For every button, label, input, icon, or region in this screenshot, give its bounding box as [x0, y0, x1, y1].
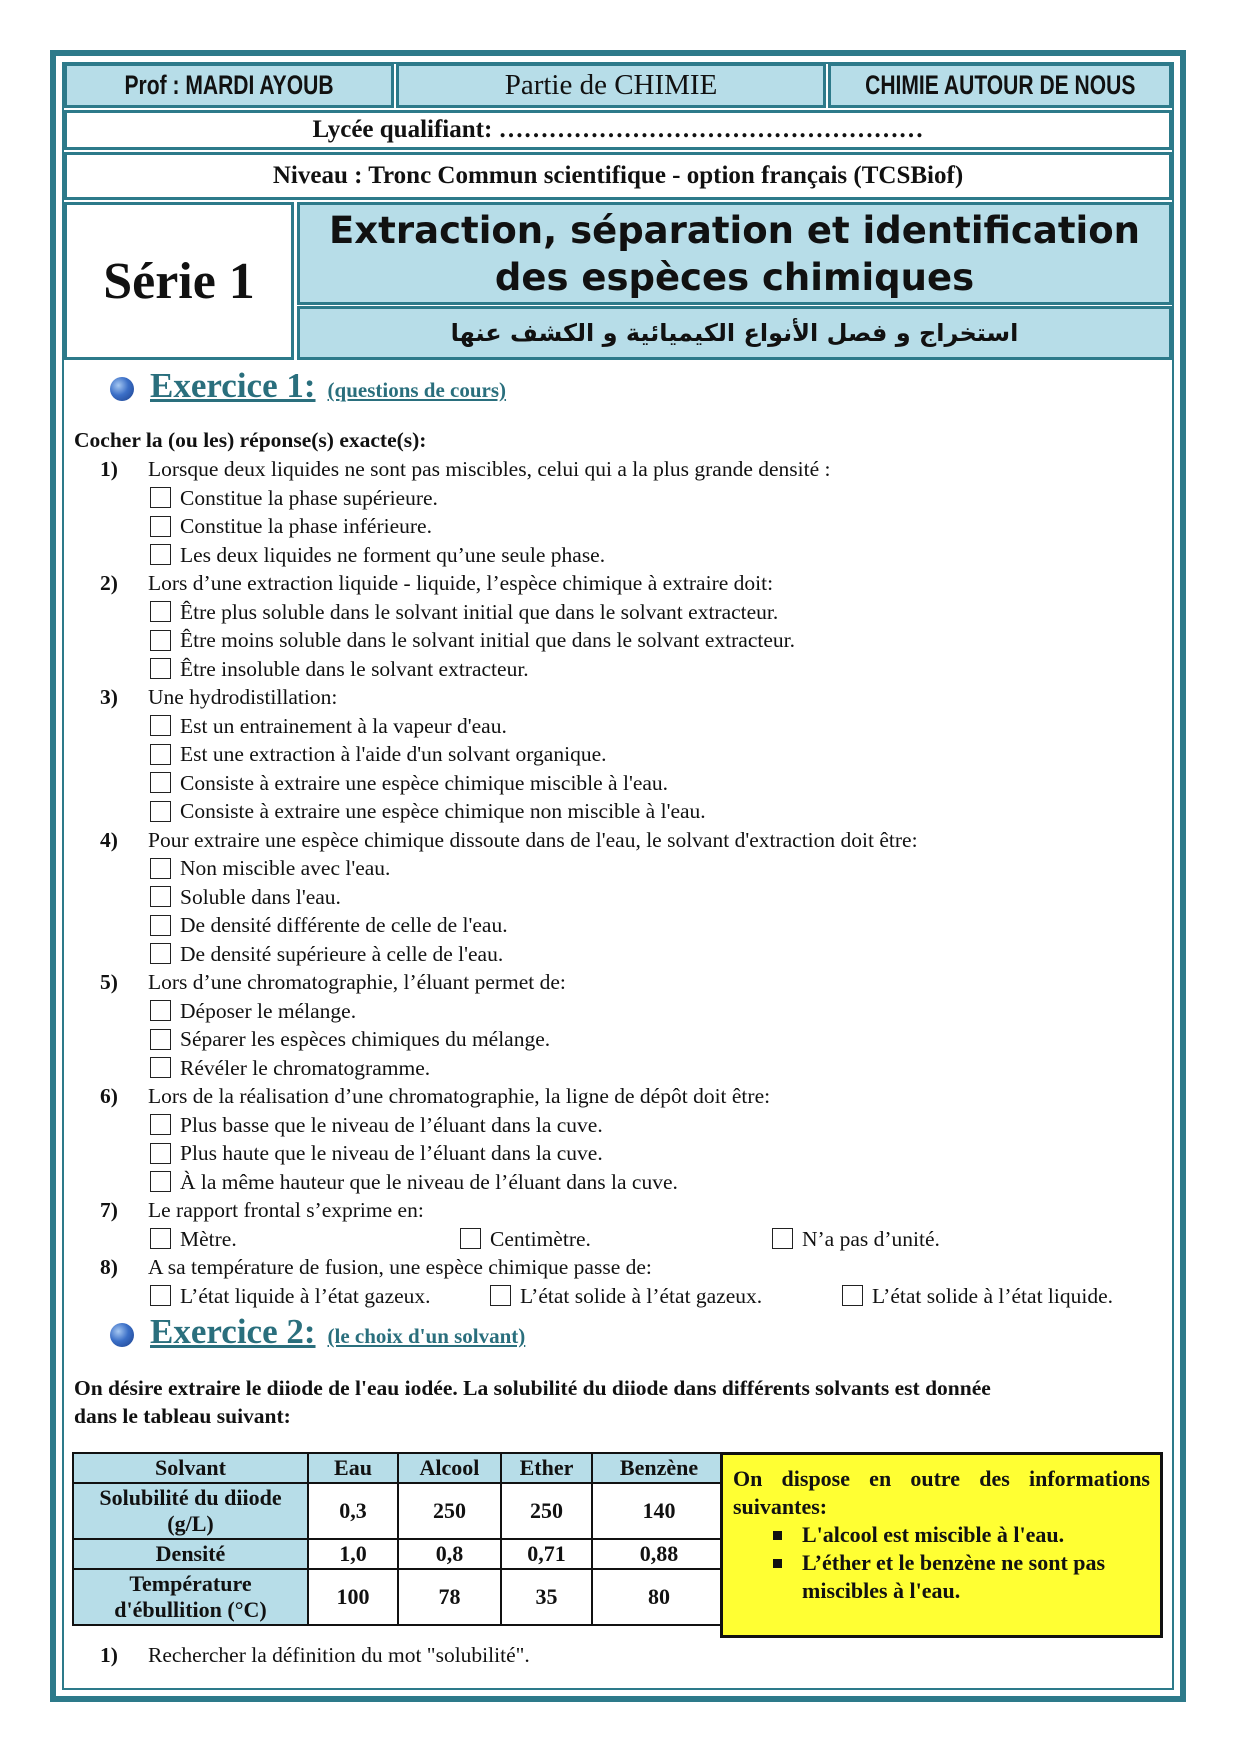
answer-option: [150, 769, 668, 798]
option-label: L’état solide à l’état liquide.: [872, 1283, 1114, 1308]
option-label: Les deux liquides ne forment qu’une seule phase.: [180, 542, 606, 567]
square-bullet-icon: [773, 1559, 782, 1568]
table-header: Benzène: [592, 1453, 726, 1483]
ex2-question-text: Rechercher la définition du mot "solubilité".: [148, 1643, 530, 1667]
exercise-2-subtitle: (le choix d'un solvant): [327, 1324, 526, 1348]
question-text: Lors d’une chromatographie, l’éluant permet de:: [148, 970, 566, 994]
lycee-cell: [64, 110, 1172, 150]
arabic-title-cell: [297, 306, 1172, 360]
info-bullet: L’éther et le benzène ne sont pas miscibles à l'eau.: [733, 1549, 1150, 1605]
checkbox[interactable]: [150, 715, 171, 736]
table-cell: 250: [501, 1483, 592, 1539]
answer-option: [150, 541, 605, 570]
answer-option: [150, 1139, 603, 1168]
checkbox[interactable]: [490, 1285, 511, 1306]
prof-cell: [64, 63, 394, 108]
checkbox[interactable]: [150, 1000, 171, 1021]
checkbox[interactable]: [772, 1228, 793, 1249]
option-label: Être plus soluble dans le solvant initial que dans le solvant extracteur.: [180, 599, 779, 624]
answer-option: [150, 1282, 431, 1311]
question-text: A sa température de fusion, une espèce chimique passe de:: [148, 1255, 652, 1279]
answer-option: [460, 1225, 591, 1254]
table-header: Ether: [501, 1453, 592, 1483]
niveau-label: Niveau : Tronc Commun scientifique - option français (TCSBiof): [272, 162, 964, 189]
answer-option: [150, 512, 432, 541]
question-text: Une hydrodistillation:: [148, 685, 338, 709]
info-bullet: L'alcool est miscible à l'eau.: [733, 1521, 1150, 1549]
checkbox[interactable]: [150, 1285, 171, 1306]
option-label: De densité supérieure à celle de l'eau.: [180, 941, 504, 966]
exercise-2-heading: [110, 1312, 525, 1352]
checkbox[interactable]: [150, 886, 171, 907]
checkbox[interactable]: [150, 915, 171, 936]
table-cell: 250: [398, 1483, 501, 1539]
option-label: L’état liquide à l’état gazeux.: [180, 1283, 431, 1308]
option-label: Constitue la phase inférieure.: [180, 514, 432, 538]
question-number: 1): [100, 457, 118, 481]
question-text: Le rapport frontal s’exprime en:: [148, 1198, 424, 1222]
table-row: [73, 1483, 726, 1539]
question-text: Lors d’une extraction liquide - liquide, l’espèce chimique à extraire doit:: [148, 571, 774, 595]
solubility-table: [72, 1452, 727, 1626]
info-box: [720, 1452, 1163, 1638]
exercise-1-subtitle: (questions de cours): [327, 378, 507, 402]
table-cell: 35: [501, 1569, 592, 1625]
question-number: 4): [100, 827, 118, 852]
serie-label: Série 1: [103, 252, 255, 310]
option-label: Est une extraction à l'aide d'un solvant organique.: [180, 742, 607, 766]
question-number: 8): [100, 1255, 118, 1279]
row-label: Solubilité du diiode (g/L): [73, 1483, 308, 1539]
option-label: Centimètre.: [490, 1226, 591, 1251]
table-cell: 78: [398, 1569, 501, 1625]
option-label: Être moins soluble dans le solvant initial que dans le solvant extracteur.: [180, 628, 795, 652]
answer-option: [150, 1054, 430, 1083]
table-row: [73, 1539, 726, 1569]
checkbox[interactable]: [150, 516, 171, 537]
partie-label: Partie de CHIMIE: [504, 69, 718, 101]
serie-cell: [64, 202, 294, 360]
row-label: Densité: [73, 1539, 308, 1569]
table-cell: 80: [592, 1569, 726, 1625]
table-header: Alcool: [398, 1453, 501, 1483]
answer-option: [150, 1225, 237, 1254]
table-cell: 0,8: [398, 1539, 501, 1569]
option-label: Plus haute que le niveau de l’éluant dans la cuve.: [180, 1141, 603, 1165]
question-text: Pour extraire une espèce chimique dissoute dans de l'eau, le solvant d'extraction doit être:: [148, 827, 918, 852]
option-label: L’état solide à l’état gazeux.: [520, 1283, 763, 1308]
option-label: De densité différente de celle de l'eau.: [180, 913, 508, 937]
checkbox[interactable]: [150, 744, 171, 765]
checkbox[interactable]: [150, 1029, 171, 1050]
question-number: 5): [100, 970, 118, 994]
question-number: 6): [100, 1084, 118, 1108]
option-label: Constitue la phase supérieure.: [180, 485, 438, 510]
checkbox[interactable]: [150, 1228, 171, 1249]
option-label: Est un entrainement à la vapeur d'eau.: [180, 713, 507, 738]
exercise-2-intro-1: On désire extraire le diiode de l'eau iodée. La solubilité du diiode dans différents solvants est donnée: [74, 1376, 991, 1400]
option-label: N’a pas d’unité.: [802, 1226, 940, 1251]
exercise-2-title: Exercice 2:: [150, 1312, 316, 1351]
answer-option: [150, 598, 778, 627]
question-number: 2): [100, 571, 118, 595]
table-cell: 0,88: [592, 1539, 726, 1569]
answer-option: [150, 1025, 550, 1054]
option-label: Déposer le mélange.: [180, 998, 357, 1023]
table-cell: 0,71: [501, 1539, 592, 1569]
checkbox[interactable]: [150, 544, 171, 565]
title-cell: [297, 202, 1172, 305]
table-header: Eau: [308, 1453, 398, 1483]
exercise-1-title: Exercice 1:: [150, 366, 316, 405]
answer-option: [150, 854, 390, 883]
answer-option: [150, 911, 508, 940]
table-cell: 140: [592, 1483, 726, 1539]
option-label: Non miscible avec l'eau.: [180, 856, 391, 880]
option-label: Consiste à extraire une espèce chimique miscible à l'eau.: [180, 770, 669, 795]
lycee-label: Lycée qualifiant: ……………………………………………: [312, 116, 924, 143]
answer-option: [150, 1168, 678, 1197]
checkbox[interactable]: [150, 601, 171, 622]
checkbox[interactable]: [150, 630, 171, 651]
answer-option: [490, 1282, 762, 1311]
option-label: Mètre.: [180, 1226, 237, 1251]
title-line-2: des espèces chimiques: [494, 255, 975, 299]
checkbox[interactable]: [150, 1057, 171, 1078]
option-label: Révéler le chromatogramme.: [180, 1055, 431, 1080]
answer-option: [150, 1111, 603, 1140]
checkbox[interactable]: [150, 772, 171, 793]
question-number: 3): [100, 685, 118, 709]
checkbox[interactable]: [150, 801, 171, 822]
answer-option: [150, 997, 356, 1026]
answer-option: [150, 740, 606, 769]
option-label: Plus basse que le niveau de l’éluant dans la cuve.: [180, 1112, 603, 1137]
bullet-ball-icon: [110, 1323, 134, 1347]
checkbox[interactable]: [150, 1143, 171, 1164]
checkbox[interactable]: [150, 658, 171, 679]
answer-option: [150, 626, 795, 655]
arabic-title: استخراج و فصل الأنواع الكيميائية و الكشف عنها: [450, 319, 1019, 347]
option-label: Être insoluble dans le solvant extracteur.: [180, 656, 529, 681]
option-label: À la même hauteur que le niveau de l’éluant dans la cuve.: [180, 1169, 678, 1194]
prof-name: Prof : MARDI AYOUB: [124, 70, 334, 100]
partie-cell: [396, 63, 826, 108]
question-number: 7): [100, 1198, 118, 1222]
exercise-2-intro-2: dans le tableau suivant:: [74, 1404, 291, 1428]
answer-option: [150, 883, 341, 912]
niveau-cell: [64, 152, 1172, 200]
option-label: Consiste à extraire une espèce chimique non miscible à l'eau.: [180, 799, 706, 823]
theme-label: CHIMIE AUTOUR DE NOUS: [864, 70, 1136, 100]
table-cell: 100: [308, 1569, 398, 1625]
ex2-question-number: 1): [100, 1643, 118, 1667]
checkbox[interactable]: [460, 1228, 481, 1249]
title-line-1: Extraction, séparation et identification: [329, 208, 1140, 252]
answer-option: [150, 655, 529, 684]
info-intro: On dispose en outre des informations suivantes:: [733, 1466, 1150, 1519]
checkbox[interactable]: [150, 943, 171, 964]
exercise-1-heading: [110, 366, 506, 406]
table-header: Solvant: [73, 1453, 308, 1483]
answer-option: [150, 712, 507, 741]
table-cell: 0,3: [308, 1483, 398, 1539]
question-text: Lors de la réalisation d’une chromatographie, la ligne de dépôt doit être:: [148, 1084, 771, 1108]
table-row: [73, 1569, 726, 1625]
checkbox[interactable]: [842, 1285, 863, 1306]
checkbox[interactable]: [150, 487, 171, 508]
theme-cell: [828, 63, 1172, 108]
answer-option: [150, 484, 438, 513]
exercise-1-instruction: Cocher la (ou les) réponse(s) exacte(s):: [74, 428, 427, 452]
checkbox[interactable]: [150, 1114, 171, 1135]
option-label: Soluble dans l'eau.: [180, 884, 341, 909]
question-text: Lorsque deux liquides ne sont pas miscibles, celui qui a la plus grande densité :: [148, 457, 831, 481]
answer-option: [842, 1282, 1113, 1311]
bullet-ball-icon: [110, 377, 134, 401]
answer-option: [150, 797, 706, 826]
table-header-row: [73, 1453, 726, 1483]
table-cell: 1,0: [308, 1539, 398, 1569]
square-bullet-icon: [773, 1531, 782, 1540]
row-label: Température d'ébullition (°C): [73, 1569, 308, 1625]
checkbox[interactable]: [150, 858, 171, 879]
checkbox[interactable]: [150, 1171, 171, 1192]
answer-option: [150, 940, 503, 969]
option-label: Séparer les espèces chimiques du mélange.: [180, 1027, 551, 1051]
answer-option: [772, 1225, 940, 1254]
